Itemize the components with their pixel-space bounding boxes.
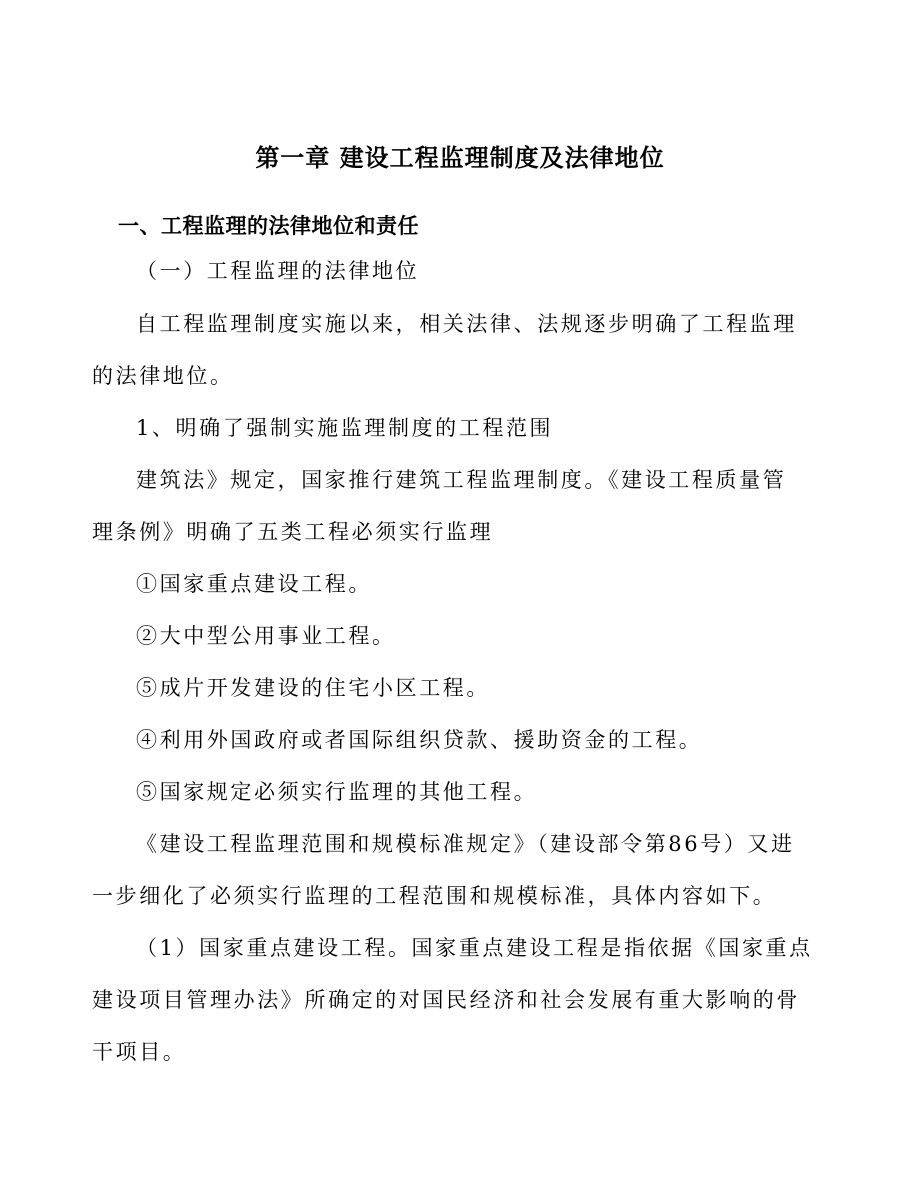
paragraph-4-line-1: （1）国家重点建设工程。国家重点建设工程是指依据《国家重点 [136,936,813,960]
list-item: ①国家重点建设工程。 [136,572,372,596]
list-item: ⑤国家规定必须实行监理的其他工程。 [136,780,538,804]
paragraph-3-line-1: 《建设工程监理范围和规模标准规定》（建设部令第86号）又进 [136,832,795,856]
paragraph-2-line-2: 理条例》明确了五类工程必须实行监理 [92,520,494,544]
paragraph-4-line-3: 干项目。 [92,1040,187,1064]
paragraph-2-line-1: 建筑法》规定，国家推行建筑工程监理制度。《建设工程质量管 [136,468,787,492]
list-item: ④利用外国政府或者国际组织贷款、援助资金的工程。 [136,728,703,752]
item-1-heading: 1、明确了强制实施监理制度的工程范围 [136,416,554,440]
list-item: ②大中型公用事业工程。 [136,624,396,648]
paragraph-3-line-2: 一步细化了必须实行监理的工程范围和规模标准，具体内容如下。 [92,884,777,908]
chapter-title: 第一章 建设工程监理制度及法律地位 [255,144,665,172]
section-heading: 一、工程监理的法律地位和责任 [118,214,419,238]
paragraph-4-line-2: 建设项目管理办法》所确定的对国民经济和社会发展有重大影响的骨 [92,988,800,1012]
paragraph-1-line-2: 的法律地位。 [92,364,234,388]
list-item: ⑤成片开发建设的住宅小区工程。 [136,676,490,700]
subsection-heading: （一）工程监理的法律地位 [136,259,420,283]
paragraph-1-line-1: 自工程监理制度实施以来，相关法律、法规逐步明确了工程监理 [136,312,797,336]
